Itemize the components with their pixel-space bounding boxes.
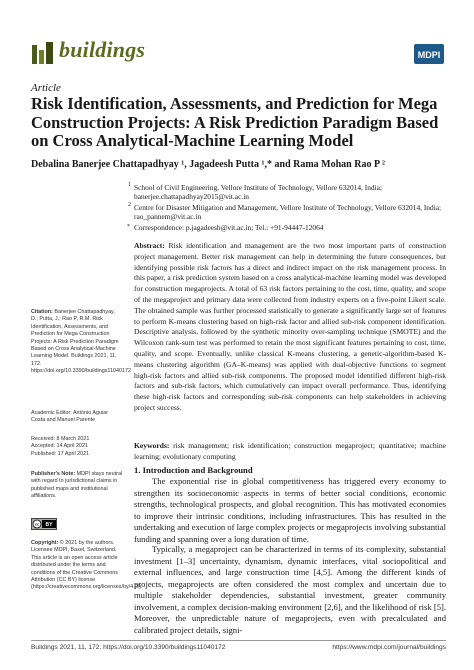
svg-text:cc: cc (35, 522, 39, 527)
abstract-text: Risk identification and management are the two most important parts of construction project management. Better risk management can help in determining the future consequences, but identifying possible risk factors has a direct and indirect impact on the risk management process. In this paper, a risk prediction system based on a cross analytical-machine learning model was developed for construction megaprojects. A total of 63 risk factors pertaining to the cost, time, quality, and scope of the megaproject and primary data were collected from industry experts on a five-point Likert scale. The obtained sample was further processed statistically to generate a significantly large set of features to perform K-means clustering based on high-risk factor and allied sub-risk component identification. Descriptive analysis, followed by the synthetic minority over-sampling technique (SMOTE) and the Wilcoxon rank-sum test was performed to retain the most significant features pertaining to cost, time, quality, and scope. Eventually, unlike classical K-means clustering, a genetic-algorithm-based K-means clustering algorithm (GA–K-means) was applied with dual-objective functions to segment high-risk factors and allied sub-risk components. The proposed model identified different high-risk factors and sub-risk factors, which cumulatively can impact overall performance. Thus, identifying these high-risk factors and corresponding sub-risk components can help stakeholders in achieving project success. (134, 241, 446, 412)
svg-text:BY: BY (45, 521, 53, 528)
affiliation-1: 1 School of Civil Engineering, Vellore Institute of Technology, Vellore 632014, India; banerjee.chattapadhyay2015@vit.ac.in (128, 182, 382, 202)
body-paragraph-2: Typically, a megaproject can be characterized in terms of its complexity, substantial investment [1–3] uncertainty, dynamism, dynamic interfaces, vital sociopolitical and external influences, and large construction time [4,5]. Among the different kinds of projects, megaprojects are often considered the most complex and uncertain due to multiple stakeholder dependencies, substantial investment, greater community involvement, a complex decision-making environment [2,6], and the likelihood of risk [5]. Moreover, the unpredictable nature of megaprojects, even with precalculated and calibrated project details, signi- (134, 544, 446, 635)
article-type: Article (31, 82, 61, 94)
article-title: Risk Identification, Assessments, and Prediction for Mega Construction Projects: A Risk Prediction Paradigm Based on Cross Analytical-Machine Learning Model (31, 94, 439, 151)
keywords-label: Keywords: (134, 441, 170, 450)
cc-by-license-icon[interactable] (31, 518, 57, 530)
abstract-label: Abstract: (134, 241, 165, 250)
body-paragraph-1: The exponential rise in global competitiveness has triggered every economy to strengthen its socioeconomic aspects in terms of better social conditions, economic strengths, technological prospects, and global recognition. This has motivated economies to improve their intrinsic conditions, including infrastructures. This has resulted in the undertaking and execution of large complex projects or megaprojects involving substantial funding and spanning over a long duration of time. (134, 476, 446, 544)
academic-editor: Academic Editor: António Aguiar Costa and Manuel Parente (31, 410, 109, 424)
journal-name: buildings (59, 37, 146, 62)
published-date: Published: 17 April 2021 (31, 450, 90, 457)
accepted-date: Accepted: 14 April 2021 (31, 443, 88, 450)
author-list: Debalina Banerjee Chattapadhyay ¹, Jagadeesh Putta ¹,* and Rama Mohan Rao P ² (31, 159, 386, 170)
citation-block: Citation: Banerjee Chattapadhyay, D.; Putta, J.; Rao P, R.M. Risk Identification, Assessments, and Prediction for Mega Construction Projects: A Risk Prediction Paradigm Based on Cross Analytical-Machine Learning Model. Buildings 2021, 11, 172. https://doi.org/10.3390/buildings11040172 (31, 309, 132, 375)
dates-block (31, 436, 123, 458)
mdpi-logo-icon (414, 44, 444, 64)
section-heading: 1. Introduction and Background (134, 465, 253, 475)
footer-journal-url[interactable]: https://www.mdpi.com/journal/buildings (332, 644, 446, 651)
footer-divider (31, 640, 446, 641)
svg-text:MDPI: MDPI (417, 50, 441, 60)
keywords (134, 441, 446, 463)
correspondence: * Correspondence: p.jagadeesh@vit.ac.in; Tel.: +91-94447-12064 (127, 223, 324, 232)
copyright-block: Copyright: © 2021 by the authors. Licensee MDPI, Basel, Switzerland. This article is an open access article distributed under the terms and conditions of the Creative Commons Attribution (CC BY) license (https://creativecommons.org/licenses/by/4.0/). (31, 540, 143, 591)
footer-citation[interactable]: Buildings 2021, 11, 172. https://doi.org/10.3390/buildings11040172 (31, 644, 226, 651)
keywords-text: risk management; risk identification; construction megaproject; quantitative; machine learning; evolutionary computing (134, 441, 446, 461)
journal-logo-icon (31, 41, 55, 65)
affiliation-2: 2 Centre for Disaster Mitigation and Management, Vellore Institute of Technology, Vellore 632014, India; rao_pannem@vit.ac.in (128, 202, 442, 222)
publisher-note: Publisher's Note: MDPI stays neutral with regard to jurisdictional claims in published maps and institutional affiliations. (31, 471, 123, 500)
received-date: Received: 8 March 2021 (31, 436, 90, 442)
abstract (134, 241, 446, 414)
